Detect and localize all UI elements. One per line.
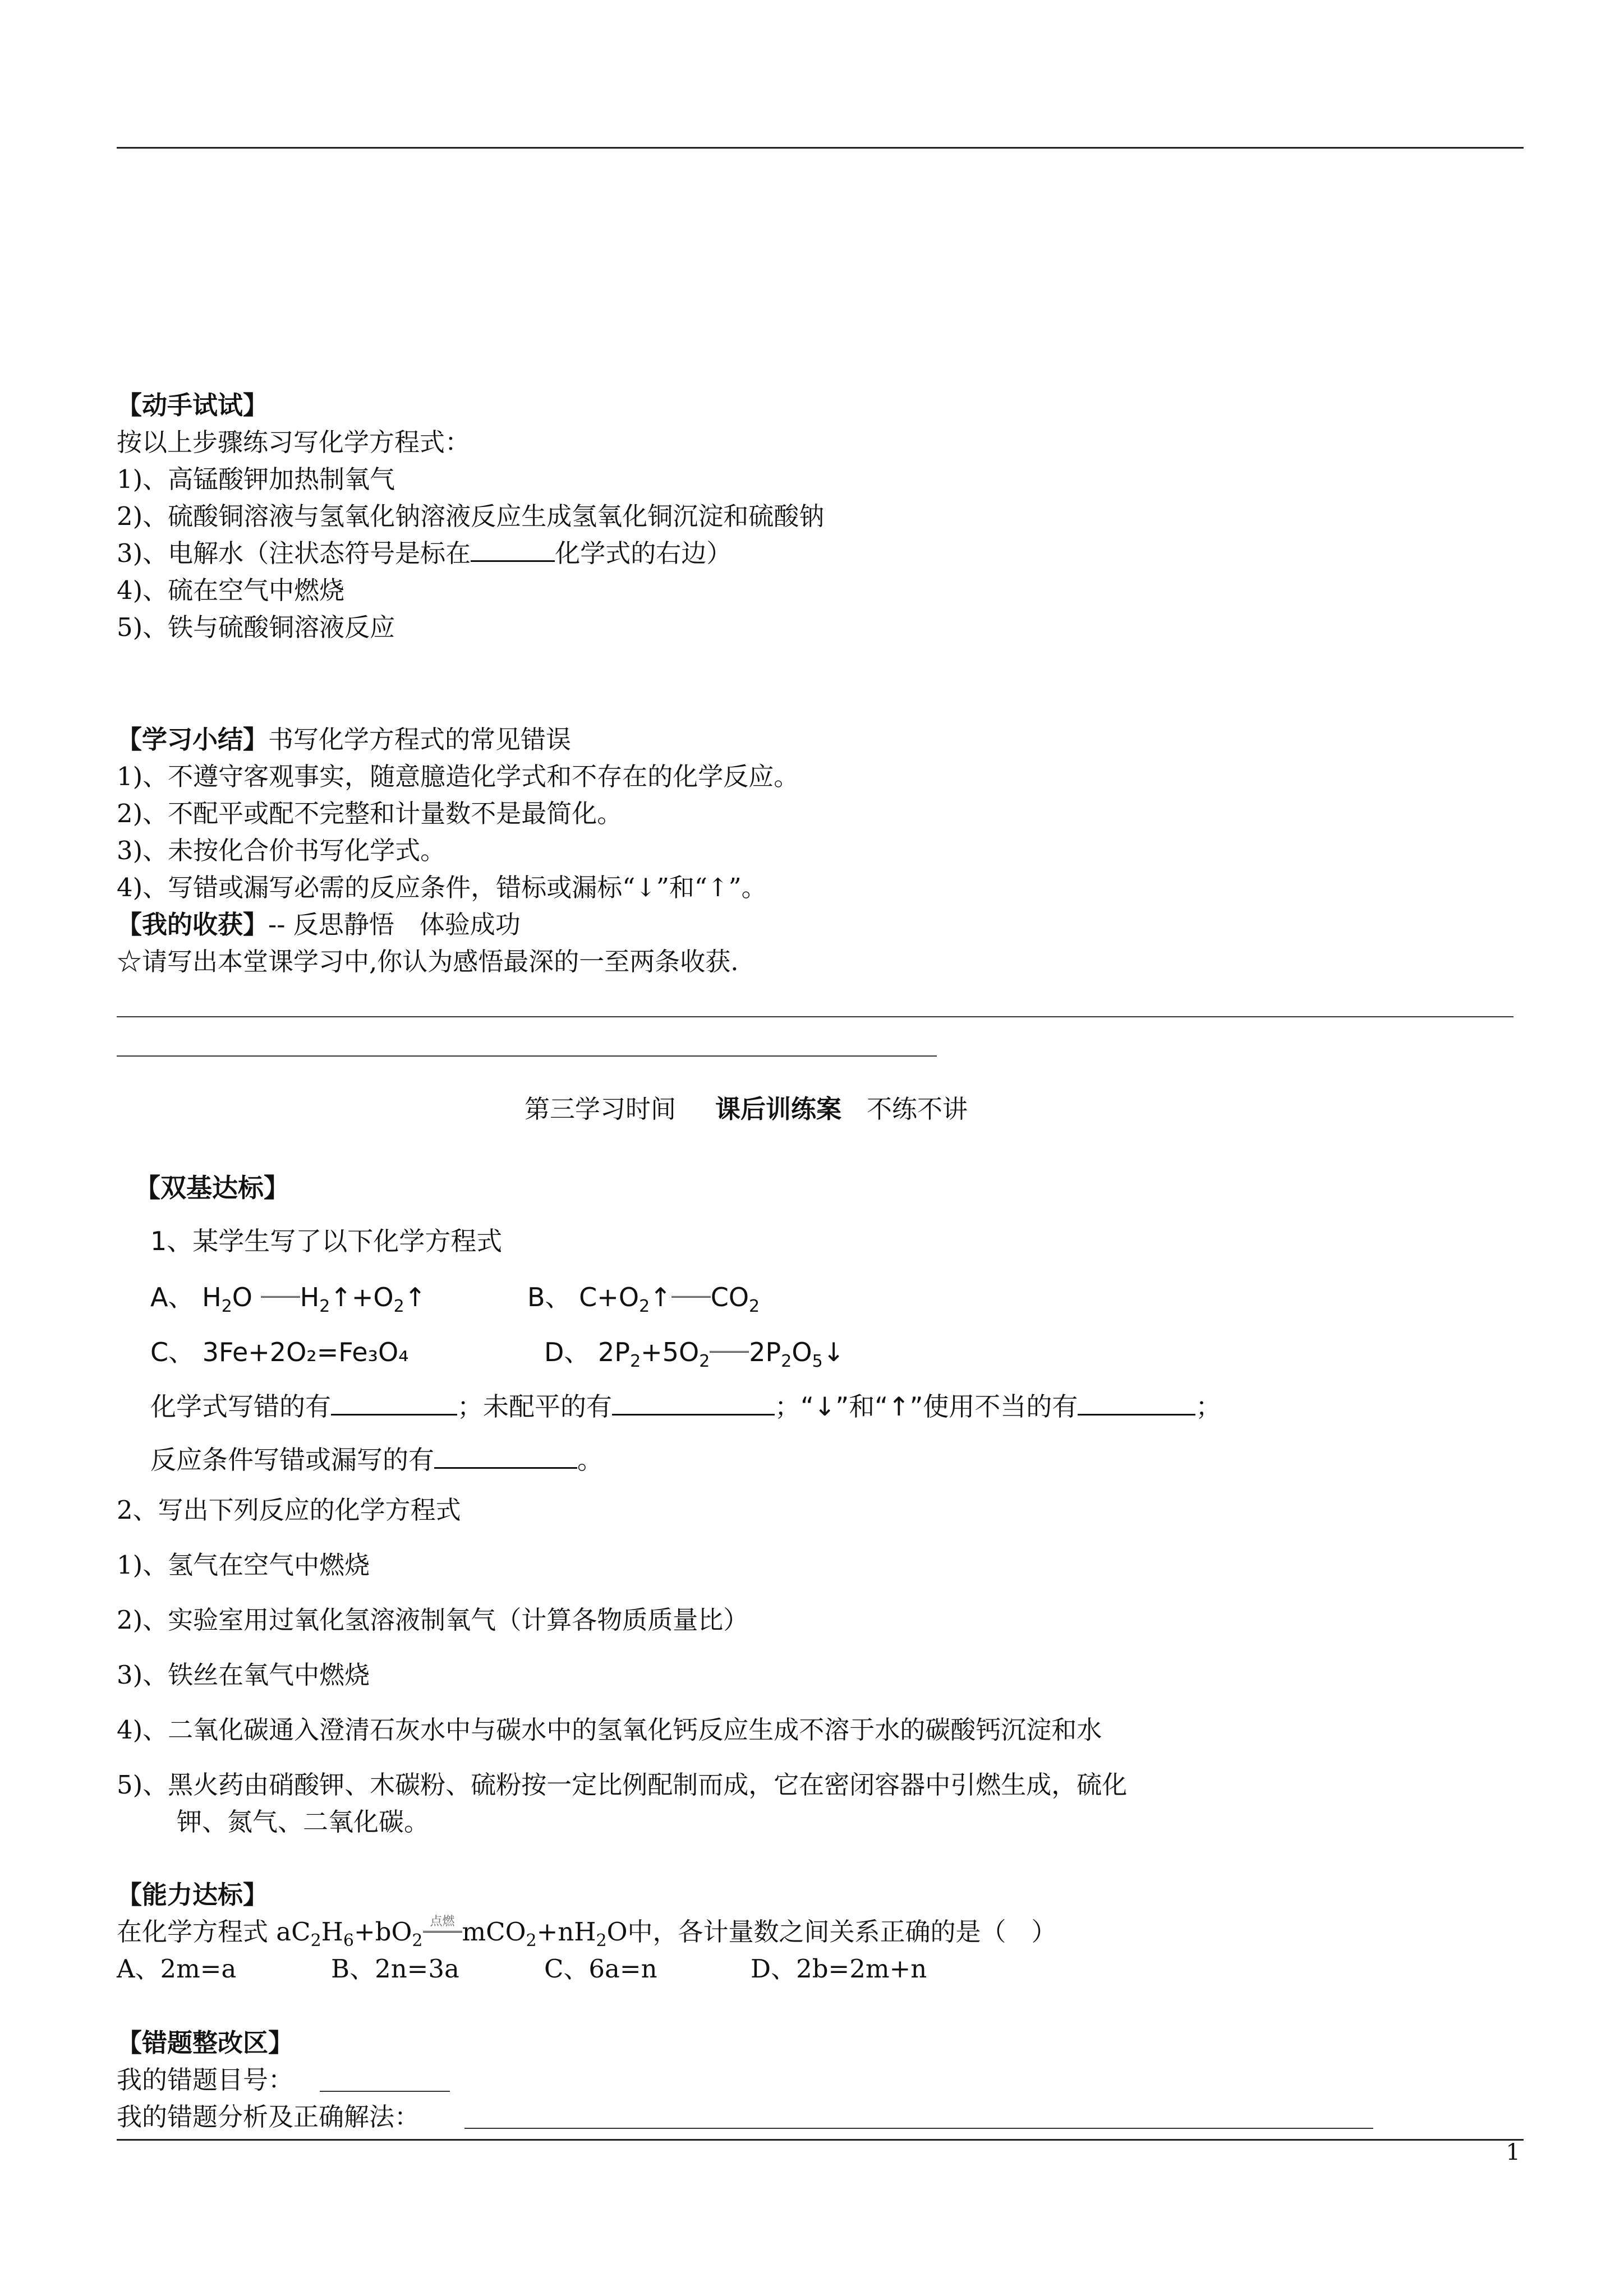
q2-item-4: 4)、二氧化碳通入澄清石灰水中与碳水中的氢氧化钙反应生成不溶于水的碳酸钙沉淀和水 xyxy=(117,1715,1102,1745)
q2-item-2: 2)、实验室用过氧化氢溶液制氧气（计算各物质质量比） xyxy=(117,1605,749,1635)
summary-heading: 【学习小结】 xyxy=(117,725,269,754)
fill-unbalanced: ；未配平的有 xyxy=(457,1391,612,1422)
fill-arrows: ；“↓”和“↑”使用不当的有 xyxy=(775,1391,1078,1422)
session-time: 第三学习时间 xyxy=(525,1094,677,1124)
option-d-label: D、 xyxy=(544,1337,590,1367)
harvest-heading: 【我的收获】 xyxy=(117,910,269,939)
harvest-heading-line xyxy=(117,906,521,943)
summary-heading-line xyxy=(117,721,571,758)
fill-conditions: 反应条件写错或漏写的有 xyxy=(150,1445,434,1475)
corrections-analysis xyxy=(117,2099,420,2136)
ignition-sign xyxy=(671,1279,711,1316)
electrolysis-sign xyxy=(261,1279,300,1316)
q2-item-1: 1)、氢气在空气中燃烧 xyxy=(117,1550,370,1580)
basics-heading: 【双基达标】 xyxy=(135,1173,289,1203)
option-c-equation: 3Fe+2O₂=Fe₃O₄ xyxy=(202,1337,409,1367)
basics-option-d: D、 $2P_2+5O_2$ $2P_2O_5↓$ xyxy=(544,1334,844,1380)
ability-stem-pre: 在化学方程式 aC xyxy=(117,1917,311,1947)
footer-rule xyxy=(117,2139,1524,2141)
fill-conditions-end: 。 xyxy=(577,1445,603,1475)
ability-stem-post: 中，各计量数之间关系正确的是（ ） xyxy=(627,1917,1057,1947)
ability-options xyxy=(117,1951,927,1988)
try-item-3-tail: 化学式的右边） xyxy=(555,538,732,568)
ignition-condition-label: 点燃 xyxy=(430,1915,455,1929)
basics-q2: 2、写出下列反应的化学方程式 xyxy=(117,1495,461,1525)
error-number-blank[interactable] xyxy=(320,2091,450,2092)
ability-heading: 【能力达标】 xyxy=(117,1880,269,1910)
summary-title: 书写化学方程式的常见错误 xyxy=(268,725,572,754)
basics-option-c xyxy=(150,1334,409,1371)
harvest-answer-line-1[interactable] xyxy=(117,1016,1513,1017)
wrong-formula-blank[interactable] xyxy=(331,1391,457,1416)
fill-wrong-formula: 化学式写错的有 xyxy=(150,1391,331,1422)
summary-item-2: 2)、不配平或配不完整和计量数不是最简化。 xyxy=(117,799,623,828)
conditions-blank[interactable] xyxy=(434,1445,577,1469)
option-b-label: B、 xyxy=(527,1282,571,1312)
option-c-label: C、 xyxy=(150,1337,195,1367)
fill-arrows-end: ； xyxy=(1195,1391,1222,1422)
try-heading: 【动手试试】 xyxy=(117,390,269,420)
ability-option-b: B、2n=3a xyxy=(331,1954,459,1984)
harvest-answer-line-2[interactable] xyxy=(117,1055,937,1057)
try-item-3 xyxy=(117,535,732,572)
try-item-2: 2)、硫酸铜溶液与氢氧化钠溶液反应生成氢氧化铜沉淀和硫酸钠 xyxy=(117,501,825,531)
summary-item-4: 4)、写错或漏写必需的反应条件，错标或漏标“↓”和“↑”。 xyxy=(117,873,767,902)
corrections-number xyxy=(117,2062,293,2099)
corrections-number-label: 我的错题目号： xyxy=(117,2065,294,2095)
q2-item-5-cont: 钾、氮气、二氧化碳。 xyxy=(177,1807,430,1837)
ability-option-c: C、6a=n xyxy=(544,1954,657,1984)
summary-item-3: 3)、未按化合价书写化学式。 xyxy=(117,836,446,865)
basics-option-a: A、 $H_2O$ $H_2↑+O_2↑$ xyxy=(150,1279,426,1325)
q2-item-5: 5)、黑火药由硝酸钾、木碳粉、硫粉按一定比例配制而成，它在密闭容器中引燃生成，硫化 xyxy=(117,1770,1128,1800)
session-case: 课后训练案 xyxy=(715,1094,842,1124)
page-number: 1 xyxy=(1506,2140,1520,2165)
try-intro: 按以上步骤练习写化学方程式： xyxy=(117,427,471,457)
ignition-condition xyxy=(423,1914,462,1951)
unbalanced-blank[interactable] xyxy=(612,1391,775,1416)
try-item-5: 5)、铁与硫酸铜溶液反应 xyxy=(117,612,395,642)
try-item-3-text: 3)、电解水（注状态符号是标在 xyxy=(117,538,471,568)
ignition-sign-d xyxy=(710,1334,749,1371)
basics-fill-line-2 xyxy=(150,1441,603,1478)
try-item-4: 4)、硫在空气中燃烧 xyxy=(117,575,345,605)
session-title xyxy=(525,1091,968,1128)
ability-option-d: D、2b=2m+n xyxy=(751,1954,927,1984)
session-motto: 不练不讲 xyxy=(867,1094,968,1124)
harvest-subtitle: -- 反思静悟 体验成功 xyxy=(268,910,521,939)
try-item-1: 1)、高锰酸钾加热制氧气 xyxy=(117,464,395,494)
q2-item-3: 3)、铁丝在氧气中燃烧 xyxy=(117,1660,370,1690)
basics-option-b: B、 $C+O_2↑$ $CO_2$ xyxy=(527,1279,760,1325)
basics-fill-line-1 xyxy=(150,1388,1221,1425)
error-analysis-blank[interactable] xyxy=(464,2128,1373,2129)
arrows-blank[interactable] xyxy=(1078,1391,1195,1416)
option-a-label: A、 xyxy=(150,1282,194,1312)
corrections-heading: 【错题整改区】 xyxy=(117,2028,294,2058)
corrections-analysis-label: 我的错题分析及正确解法： xyxy=(117,2102,420,2132)
ability-stem: 在化学方程式 $aC_2H_6+bO_2$ 点燃 $mCO_2+nH_2O$中，各计量数之间关系正确的是（ ） xyxy=(117,1914,1057,1960)
summary-item-1: 1)、不遵守客观事实，随意臆造化学式和不存在的化学反应。 xyxy=(117,762,799,791)
state-symbol-blank[interactable] xyxy=(471,538,555,562)
harvest-prompt: ☆请写出本堂课学习中,你认为感悟最深的一至两条收获. xyxy=(117,947,739,976)
header-rule xyxy=(117,147,1524,149)
basics-q1: 1、某学生写了以下化学方程式 xyxy=(150,1226,503,1256)
ability-option-a: A、2m=a xyxy=(117,1954,237,1984)
